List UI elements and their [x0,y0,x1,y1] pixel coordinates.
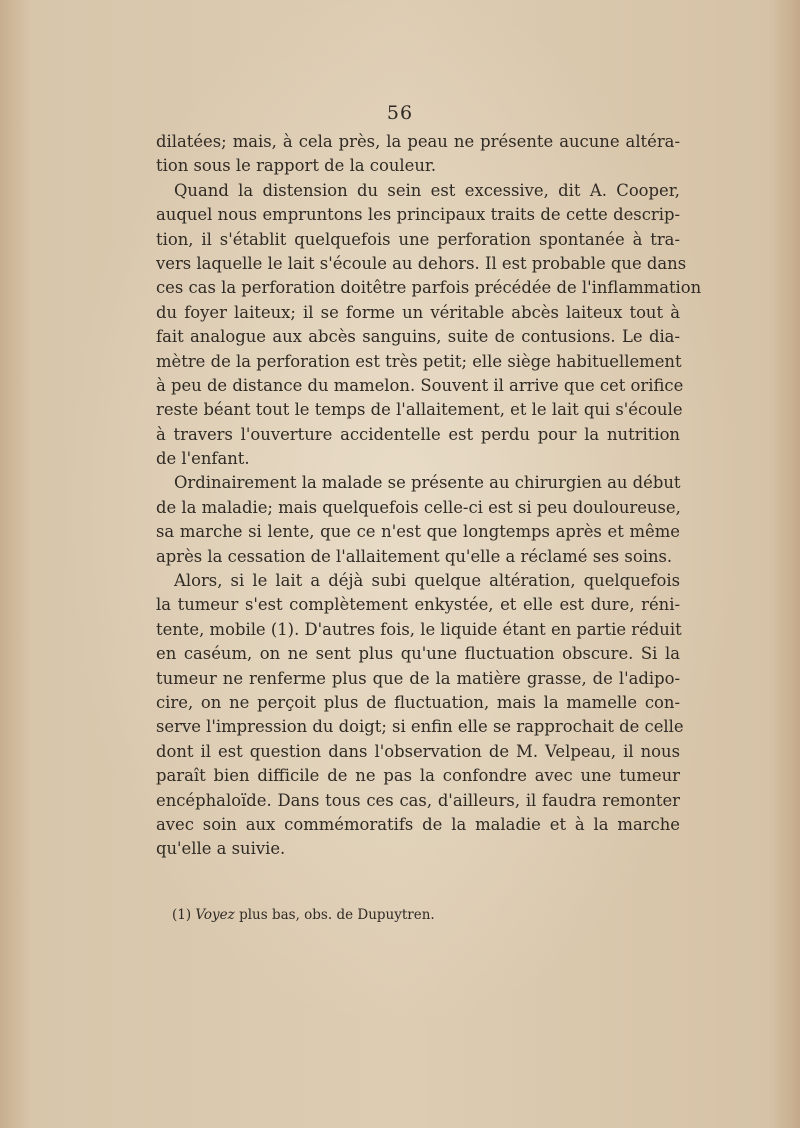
footnote [172,907,435,923]
text-line: tion sous le rapport de la couleur. [156,156,437,176]
text-line: la tumeur s'est complètement enkystée, et elle est dure, réni- [156,595,680,615]
text-line: à travers l'ouverture accidentelle est perdu pour la nutrition [156,424,680,444]
text-line: en caséum, on ne sent plus qu'une fluctuation obscure. Si la [156,644,680,664]
text-line: mètre de la perforation est très petit; elle siège habituellement [156,351,682,371]
text-line: vers laquelle le lait s'écoule au dehors. Il est probable que dans [156,253,687,273]
text-line: tente, mobile (1). D'autres fois, le liquide étant en partie réduit [156,619,682,639]
paragraph [156,569,684,862]
text-line: reste béant tout le temps de l'allaitement, et le lait qui s'écoule [156,400,683,420]
text-line: Alors, si le lait a déjà subi quelque altération, quelquefois [174,571,680,591]
text-line: sa marche si lente, que ce n'est que longtemps après et même [156,522,680,542]
footnote-text: plus bas, obs. de Dupuytren. [234,907,435,923]
text-line: à peu de distance du mamelon. Souvent il arrive que cet orifice [156,375,684,395]
text-line: paraît bien difficile de ne pas la confondre avec une tumeur [156,766,680,786]
text-line: Ordinairement la malade se présente au chirurgien au début [174,473,681,493]
text-line: du foyer laiteux; il se forme un véritable abcès laiteux tout à [156,302,680,322]
text-line: dilatées; mais, à cela près, la peau ne présente aucune altéra- [156,132,680,151]
footnote-marker: (1) [172,907,192,923]
paragraph [156,179,702,472]
text-line: après la cessation de l'allaitement qu'elle a réclamé ses soins. [156,546,673,566]
body-text [156,130,702,862]
text-line: encéphaloïde. Dans tous ces cas, d'ailleurs, il faudra remonter [156,790,680,810]
text-line: auquel nous empruntons les principaux traits de cette descrip- [156,205,680,225]
paragraph [156,130,680,179]
text-line: fait analogue aux abcès sanguins, suite de contusions. Le dia- [156,327,680,347]
footnote-italic: Voyez [195,907,235,923]
page-number: 56 [386,102,414,124]
text-line: serve l'impression du doigt; si enfin elle se rapprochait de celle [156,717,684,737]
text-line: tion, il s'établit quelquefois une perforation spontanée à tra- [156,229,680,249]
text-line: tumeur ne renferme plus que de la matière grasse, de l'adipo- [156,668,680,688]
text-line: cire, on ne perçoit plus de fluctuation, mais la mamelle con- [156,692,680,712]
text-line: avec soin aux commémoratifs de la maladie et à la marche [156,814,680,834]
text-line: qu'elle a suivie. [156,839,286,859]
paragraph [156,471,680,569]
text-line: Quand la distension du sein est excessive, dit A. Cooper, [174,180,680,200]
text-line: ces cas la perforation doitêtre parfois précédée de l'inflammation [156,278,702,298]
text-line: dont il est question dans l'observation de M. Velpeau, il nous [156,741,680,761]
text-line: de l'enfant. [156,449,250,469]
text-line: de la maladie; mais quelquefois celle-ci est si peu douloureuse, [156,497,681,517]
